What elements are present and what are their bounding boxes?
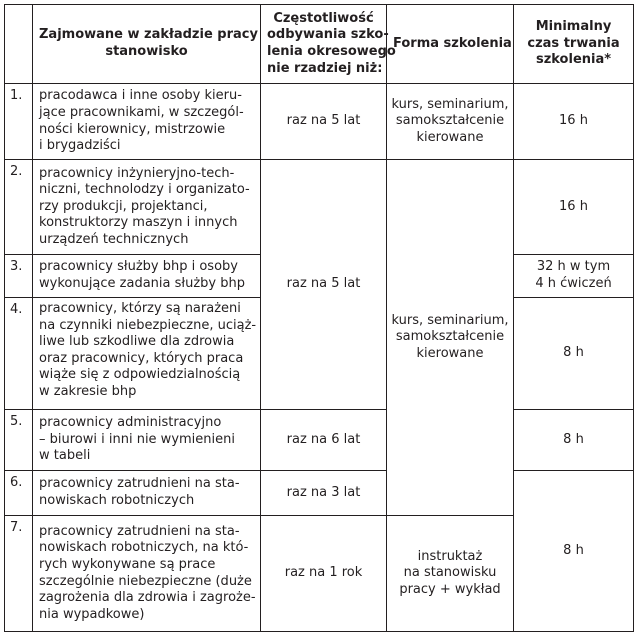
text-line: i brygadziści [39, 138, 121, 154]
row-number: 3. [5, 255, 33, 298]
text-line: nia wypadkowe) [39, 606, 145, 622]
training-table [4, 4, 634, 632]
text-line: szczególnie niebezpieczne (duże [39, 573, 252, 589]
form-cell [387, 84, 514, 160]
row-number: 6. [5, 471, 33, 516]
text-line: na czynniki niebezpieczne, uciąż- [39, 317, 257, 333]
text-line: kierowane [416, 345, 484, 361]
text-line: kurs, seminarium, [391, 312, 509, 328]
text-line: Forma szkolenia [393, 35, 512, 51]
frequency-cell [261, 410, 387, 471]
text-line: kurs, seminarium, [391, 96, 509, 112]
table-row [5, 160, 634, 255]
text-line: zagrożenia dla zdrowia i zagroże- [39, 590, 256, 606]
text-line: na stanowisku [403, 565, 497, 581]
duration-cell [514, 160, 634, 255]
row-number: 4. [5, 298, 33, 410]
table-row [5, 410, 634, 471]
position-cell [33, 84, 261, 160]
text-line: w tabeli [39, 448, 91, 464]
text-line: 8 h [563, 542, 584, 558]
text-line: pracownicy inżynieryjno-tech- [39, 165, 235, 181]
text-line: – biurowi i inni nie wymienieni [39, 431, 235, 447]
text-line: Zajmowane w zakładzie pracy [39, 27, 258, 43]
text-line: samokształcenie [395, 329, 505, 345]
text-line: pracownicy, którzy są narażeni [39, 301, 241, 316]
text-line: Częstotliwość [273, 10, 374, 26]
row-number: 5. [5, 410, 33, 471]
text-line: ności kierownicy, mistrzowie [39, 121, 226, 137]
form-cell [387, 160, 514, 516]
header-number [5, 5, 33, 84]
position-cell [33, 516, 261, 632]
position-cell [33, 255, 261, 298]
text-line: 16 h [559, 113, 588, 129]
table-row [5, 471, 634, 516]
table-row [5, 84, 634, 160]
position-cell [33, 298, 261, 410]
text-line: jące pracownikami, w szczegól- [39, 104, 244, 120]
text-line: raz na 5 lat [286, 113, 361, 129]
row-number: 7. [5, 516, 33, 632]
text-line: instruktaż [417, 548, 483, 564]
duration-cell [514, 84, 634, 160]
text-line: w zakresie bhp [39, 383, 137, 399]
text-line: 8 h [563, 345, 584, 361]
form-cell [387, 516, 514, 632]
text-line: raz na 1 rok [284, 565, 363, 581]
header-duration [514, 5, 634, 84]
duration-cell [514, 298, 634, 410]
position-cell [33, 160, 261, 255]
text-line: raz na 5 lat [286, 276, 361, 292]
frequency-cell [261, 84, 387, 160]
text-line: wykonujące zadania służby bhp [39, 276, 245, 291]
text-line: pracownicy administracyjno [39, 415, 222, 431]
text-line: samokształcenie [395, 113, 505, 129]
text-line: liwe lub szkodliwe dla zdrowia [39, 334, 235, 350]
position-cell [33, 471, 261, 516]
text-line: nowiskach robotniczych, na któ- [39, 540, 249, 556]
text-line: stanowisko [105, 44, 188, 59]
text-line: lenia okresowego [267, 44, 396, 59]
frequency-cell [261, 471, 387, 516]
row-number: 2. [5, 160, 33, 255]
header-row [5, 5, 634, 84]
text-line: wiąże się z odpowiedzialnością [39, 367, 241, 383]
text-line: pracownicy zatrudnieni na sta- [39, 523, 240, 539]
text-line: raz na 6 lat [286, 431, 361, 447]
text-line: pracy + wykład [399, 581, 501, 597]
text-line: nowiskach robotniczych [39, 493, 195, 508]
text-line: rzy produkcji, projektanci, [39, 198, 208, 214]
text-line: raz na 3 lat [286, 484, 361, 500]
text-line: odbywania szko- [267, 27, 389, 43]
frequency-cell [261, 160, 387, 410]
header-position [33, 5, 261, 84]
duration-cell [514, 410, 634, 471]
text-line: pracodawca i inne osoby kieru- [39, 88, 242, 104]
text-line: szkolenia* [535, 52, 612, 68]
text-line: nie rzadziej niż: [267, 60, 383, 76]
row-number: 1. [5, 84, 33, 160]
text-line: kierowane [416, 129, 484, 145]
text-line: 4 h ćwiczeń [535, 276, 612, 291]
text-line: konstruktorzy maszyn i innych [39, 215, 238, 231]
text-line: 16 h [559, 198, 588, 214]
position-cell [33, 410, 261, 471]
text-line: oraz pracownicy, których praca [39, 350, 244, 366]
text-line: niczni, technolodzy i organizato- [39, 182, 250, 198]
header-form [387, 5, 514, 84]
text-line: pracownicy służby bhp i osoby [39, 259, 238, 275]
text-line: urządzeń technicznych [39, 231, 189, 247]
text-line: Minimalny [535, 19, 612, 35]
text-line: rych wykonywane są prace [39, 556, 216, 572]
duration-cell [514, 255, 634, 298]
text-line: 32 h w tym [536, 259, 611, 275]
frequency-cell [261, 516, 387, 632]
header-frequency [261, 5, 396, 84]
text-line: 8 h [563, 431, 584, 447]
text-line: czas trwania [527, 35, 620, 51]
text-line: pracownicy zatrudnieni na sta- [39, 476, 240, 492]
duration-cell [514, 471, 634, 632]
